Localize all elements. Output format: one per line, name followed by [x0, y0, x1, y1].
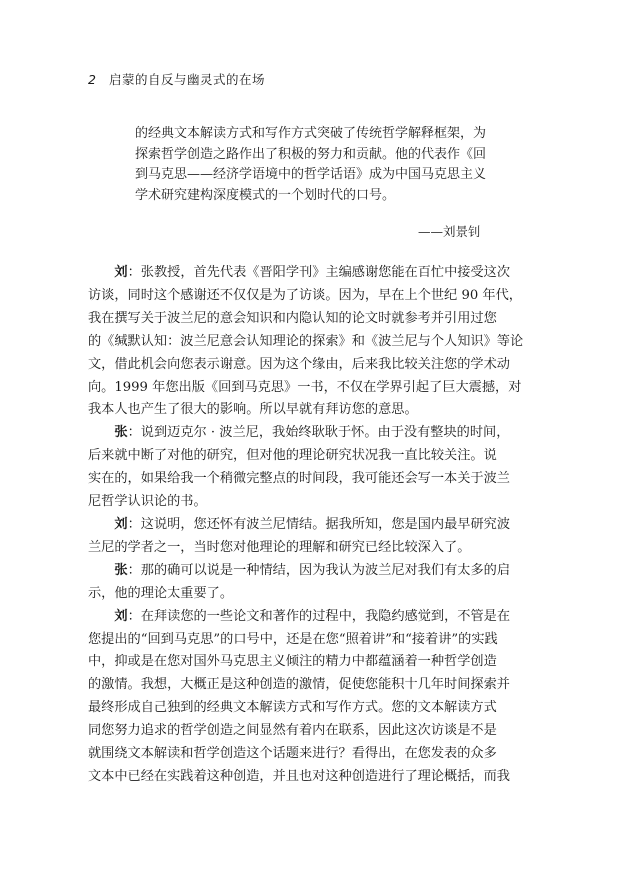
quote-line: 学术研究建构深度模式的一个划时代的口号。 — [135, 187, 396, 203]
text-line: 您提出的“回到马克思”的口号中，还是在您“照着讲”和“接着讲”的实践 — [88, 631, 498, 647]
text-line: 刘：在拜读您的一些论文和著作的过程中，我隐约感觉到，不管是在 — [114, 608, 511, 624]
epigraph-quote — [135, 124, 517, 206]
speaker-label: 张 — [114, 425, 128, 441]
text-line: 的激情。我想，大概正是这种创造的激情，促使您能积十几年时间探索并 — [88, 677, 510, 693]
running-title: 启蒙的自反与幽灵式的在场 — [108, 72, 265, 87]
text-line: 同您努力追求的哲学创造之间显然有着内在联系，因此这次访谈是不是 — [88, 723, 497, 739]
text-line: 就围绕文本解读和哲学创造这个话题来进行？看得出，在您发表的众多 — [88, 746, 497, 762]
text-line: 尼哲学认识论的书。 — [88, 494, 207, 510]
text-line: 文本中已经在实践着这种创造，并且也对这种创造进行了理论概括，而我 — [88, 768, 510, 784]
text-line: 兰尼的学者之一，当时您对他理论的理解和研究已经比较深入了。 — [88, 539, 471, 555]
text-line: 后来就中断了对他的研究，但对他的理论研究状况我一直比较关注。说 — [88, 448, 497, 464]
text-line: 刘：这说明，您还怀有波兰尼情结。据我所知，您是国内最早研究波 — [114, 516, 511, 532]
speaker-label: 刘 — [114, 265, 128, 280]
text-line: 示，他的理论太重要了。 — [88, 585, 234, 601]
dialogue-paragraph — [88, 514, 544, 560]
quote-signature: ——刘景钊 — [418, 224, 481, 239]
speaker-label: 张 — [114, 562, 128, 578]
speaker-label: 刘 — [114, 608, 128, 624]
text-line: 实在的，如果给我一个稍微完整点的时间段，我可能还会写一本关于波兰 — [88, 471, 510, 487]
dialogue-paragraph — [88, 422, 544, 514]
quote-line: 探索哲学创造之路作出了积极的努力和贡献。他的代表作《回 — [135, 146, 487, 162]
dialogue-paragraph — [88, 560, 544, 606]
text-line: 我在撰写关于波兰尼的意会知识和内隐认知的论文时就参考并引用过您 — [88, 310, 497, 326]
dialogue-paragraph — [88, 262, 544, 422]
running-header — [88, 70, 265, 88]
text-line: 访谈，同时这个感谢还不仅仅是为了访谈。因为，早在上个世纪 90 年代， — [88, 287, 522, 303]
quote-line: 到马克思——经济学语境中的哲学话语》成为中国马克思主义 — [135, 167, 487, 183]
text-line: 张：那的确可以说是一种情结，因为我认为波兰尼对我们有太多的启 — [114, 562, 511, 578]
quote-line: 的经典文本解读方式和写作方式突破了传统哲学解释框架，为 — [135, 126, 487, 141]
text-line: 我本人也产生了很大的影响。所以早就有拜访您的意思。 — [88, 402, 418, 418]
text-line: 的《缄默认知：波兰尼意会认知理论的探索》和《波兰尼与个人知识》等论 — [88, 333, 524, 349]
text-line: 文，借此机会向您表示谢意。因为这个缘由，后来我比较关注您的学术动 — [88, 356, 510, 372]
speaker-label: 刘 — [114, 516, 128, 532]
text-line: 张：说到迈克尔 · 波兰尼，我始终耿耿于怀。由于没有整块的时间， — [114, 425, 510, 441]
text-line: 向。1999 年您出版《回到马克思》一书，不仅在学界引起了巨大震撼，对 — [88, 379, 522, 395]
interview-body — [88, 262, 544, 789]
text-line: 最终形成自己独到的经典文本解读方式和写作方式。您的文本解读方式 — [88, 700, 497, 716]
text-line: 刘：张教授，首先代表《晋阳学刊》主编感谢您能在百忙中接受这次 — [114, 265, 511, 280]
dialogue-paragraph — [88, 606, 544, 789]
text-line: 中，抑或是在您对国外马克思主义倾注的精力中都蕴涵着一种哲学创造 — [88, 654, 497, 670]
page-number: 2 — [88, 72, 96, 87]
